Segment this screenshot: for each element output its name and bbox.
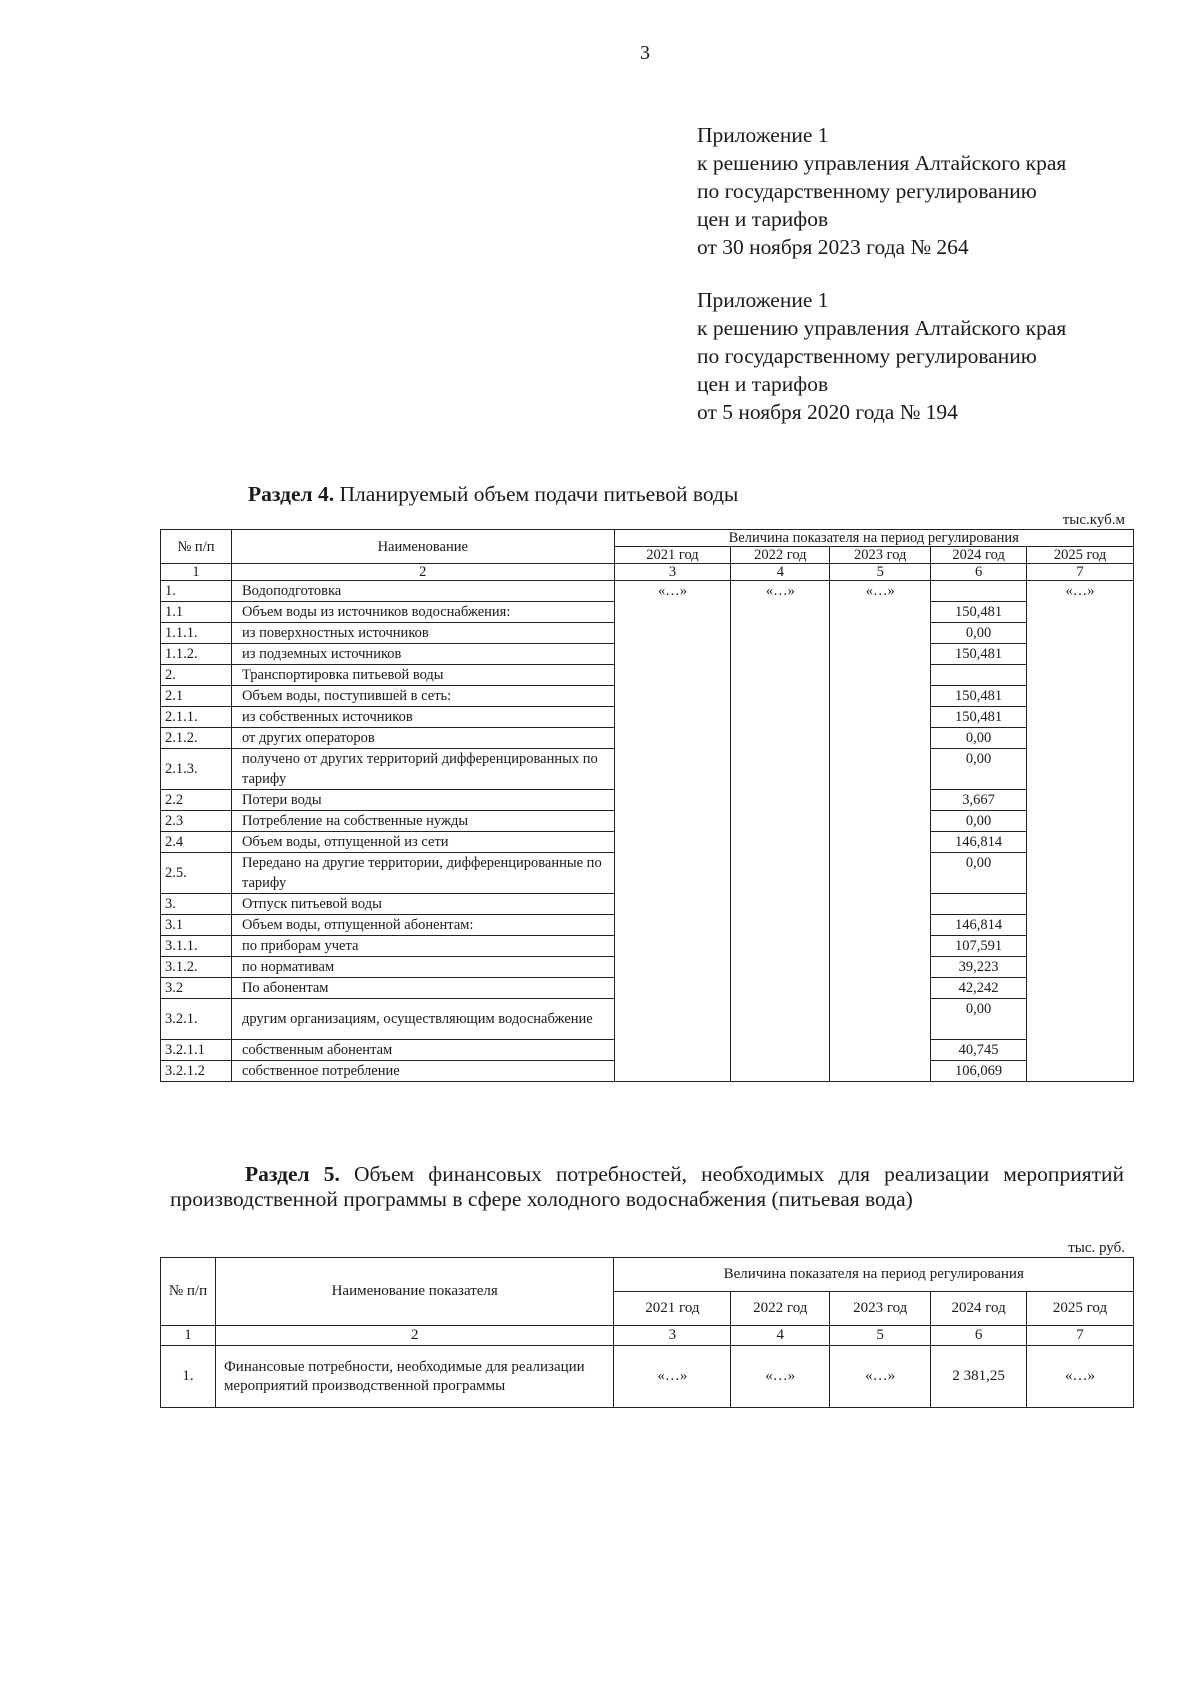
- index-cell: 1: [161, 564, 232, 581]
- row-num: 3.1.2.: [161, 957, 232, 978]
- section4-table-body: [161, 581, 1134, 1082]
- header-year: 2021 год: [614, 1292, 731, 1326]
- index-cell: 6: [931, 564, 1027, 581]
- value-2024: 0,00: [931, 853, 1027, 894]
- row-num: 1.1.1.: [161, 623, 232, 644]
- value-2024: 107,591: [931, 936, 1027, 957]
- value-2024: 0,00: [931, 811, 1027, 832]
- row-num: 3.2.1.2: [161, 1061, 232, 1082]
- row-name: из поверхностных источников: [231, 623, 614, 644]
- header-year: 2025 год: [1027, 1292, 1134, 1326]
- value-2024: 3,667: [931, 790, 1027, 811]
- section4-title-label: Раздел 4.: [248, 482, 335, 506]
- value-2024: 106,069: [931, 1061, 1027, 1082]
- row-num: 2.1.1.: [161, 707, 232, 728]
- section5-title-label: Раздел 5.: [245, 1162, 340, 1186]
- header-year: 2022 год: [731, 547, 830, 564]
- row-name: получено от других территорий дифференцированных по тарифу: [231, 749, 614, 790]
- header-year: 2025 год: [1027, 547, 1134, 564]
- row-name: из подземных источников: [231, 644, 614, 665]
- section5-title: [170, 1162, 1124, 1212]
- header-num: № п/п: [161, 530, 232, 564]
- value-2021: «…»: [614, 581, 731, 1082]
- value-2024: 2 381,25: [931, 1346, 1027, 1408]
- index-cell: 4: [731, 564, 830, 581]
- row-name: Потери воды: [231, 790, 614, 811]
- index-cell: 5: [830, 564, 931, 581]
- row-num: 2.5.: [161, 853, 232, 894]
- index-cell: 3: [614, 1326, 731, 1346]
- table-row: [161, 581, 1134, 602]
- value-2025: «…»: [1027, 581, 1134, 1082]
- index-cell: 3: [614, 564, 731, 581]
- page-number: 3: [640, 42, 650, 64]
- row-name: Объем воды, поступившей в сеть:: [231, 686, 614, 707]
- index-cell: 1: [161, 1326, 216, 1346]
- appendix-line: Приложение 1: [697, 288, 829, 312]
- value-2024: 0,00: [931, 623, 1027, 644]
- header-year: 2024 год: [931, 547, 1027, 564]
- value-2023: «…»: [830, 581, 931, 1082]
- row-name: по нормативам: [231, 957, 614, 978]
- section5-title-text: Объем финансовых потребностей, необходимых для реализации мероприятий производственной программы в сфере холодного водоснабжения (питьевая вода): [170, 1162, 1124, 1211]
- appendix-line: к решению управления Алтайского края: [697, 316, 1067, 340]
- value-2023: «…»: [830, 1346, 931, 1408]
- appendix-line: цен и тарифов: [697, 207, 829, 231]
- header-year: 2024 год: [931, 1292, 1027, 1326]
- row-num: 1.1: [161, 602, 232, 623]
- section4-unit: тыс.куб.м: [1062, 512, 1125, 528]
- row-num: 2.4: [161, 832, 232, 853]
- row-num: 2.2: [161, 790, 232, 811]
- appendix-line: по государственному регулированию: [697, 179, 1037, 203]
- appendix-previous: [697, 286, 1066, 426]
- row-name: из собственных источников: [231, 707, 614, 728]
- appendix-line: от 30 ноября 2023 года № 264: [697, 235, 969, 259]
- row-name: другим организациям, осуществляющим водоснабжение: [231, 999, 614, 1040]
- header-num: № п/п: [161, 1258, 216, 1326]
- row-num: 3.1.1.: [161, 936, 232, 957]
- row-num: 3.1: [161, 915, 232, 936]
- row-num: 3.: [161, 894, 232, 915]
- index-cell: 6: [931, 1326, 1027, 1346]
- value-2021: «…»: [614, 1346, 731, 1408]
- value-2024: 150,481: [931, 644, 1027, 665]
- appendix-line: по государственному регулированию: [697, 344, 1037, 368]
- value-2024: 150,481: [931, 707, 1027, 728]
- value-2024: [931, 894, 1027, 915]
- row-num: 2.1: [161, 686, 232, 707]
- header-year: 2023 год: [830, 1292, 931, 1326]
- row-name: Водоподготовка: [231, 581, 614, 602]
- value-2024: 0,00: [931, 728, 1027, 749]
- index-cell: 2: [231, 564, 614, 581]
- row-num: 3.2.1.1: [161, 1040, 232, 1061]
- appendix-line: от 5 ноября 2020 года № 194: [697, 400, 958, 424]
- index-cell: 7: [1027, 1326, 1134, 1346]
- row-num: 1.: [161, 1346, 216, 1408]
- appendix-current: [697, 121, 1066, 261]
- index-cell: 7: [1027, 564, 1134, 581]
- row-name: Финансовые потребности, необходимые для реализации мероприятий производственной программы: [215, 1346, 614, 1408]
- row-name: собственное потребление: [231, 1061, 614, 1082]
- row-name: Потребление на собственные нужды: [231, 811, 614, 832]
- row-name: По абонентам: [231, 978, 614, 999]
- row-name: Отпуск питьевой воды: [231, 894, 614, 915]
- section4-table: [160, 529, 1134, 1082]
- row-num: 2.3: [161, 811, 232, 832]
- value-2024: 0,00: [931, 749, 1027, 790]
- table-row: [161, 1346, 1134, 1408]
- header-name: Наименование: [231, 530, 614, 564]
- value-2024: 40,745: [931, 1040, 1027, 1061]
- row-num: 1.1.2.: [161, 644, 232, 665]
- value-2024: [931, 581, 1027, 602]
- header-name: Наименование показателя: [215, 1258, 614, 1326]
- header-period: Величина показателя на период регулирования: [614, 1258, 1134, 1292]
- row-name: Объем воды, отпущенной абонентам:: [231, 915, 614, 936]
- row-name: по приборам учета: [231, 936, 614, 957]
- index-cell: 2: [215, 1326, 614, 1346]
- row-name: Передано на другие территории, дифференцированные по тарифу: [231, 853, 614, 894]
- row-num: 2.1.2.: [161, 728, 232, 749]
- value-2025: «…»: [1027, 1346, 1134, 1408]
- appendix-line: к решению управления Алтайского края: [697, 151, 1067, 175]
- value-2024: 39,223: [931, 957, 1027, 978]
- value-2024: 146,814: [931, 915, 1027, 936]
- section4-title-text: Планируемый объем подачи питьевой воды: [334, 482, 739, 506]
- row-num: 2.: [161, 665, 232, 686]
- index-cell: 4: [731, 1326, 830, 1346]
- value-2024: 146,814: [931, 832, 1027, 853]
- appendix-line: Приложение 1: [697, 123, 829, 147]
- row-name: Транспортировка питьевой воды: [231, 665, 614, 686]
- value-2024: 0,00: [931, 999, 1027, 1040]
- value-2022: «…»: [731, 581, 830, 1082]
- value-2024: 150,481: [931, 686, 1027, 707]
- appendix-line: цен и тарифов: [697, 372, 829, 396]
- section5-table: [160, 1257, 1134, 1408]
- value-2024: [931, 665, 1027, 686]
- header-year: 2022 год: [731, 1292, 830, 1326]
- row-name: собственным абонентам: [231, 1040, 614, 1061]
- header-year: 2023 год: [830, 547, 931, 564]
- row-num: 1.: [161, 581, 232, 602]
- value-2024: 42,242: [931, 978, 1027, 999]
- row-name: Объем воды, отпущенной из сети: [231, 832, 614, 853]
- row-name: от других операторов: [231, 728, 614, 749]
- row-num: 3.2: [161, 978, 232, 999]
- index-cell: 5: [830, 1326, 931, 1346]
- value-2024: 150,481: [931, 602, 1027, 623]
- header-year: 2021 год: [614, 547, 731, 564]
- header-period: Величина показателя на период регулирования: [614, 530, 1133, 547]
- row-name: Объем воды из источников водоснабжения:: [231, 602, 614, 623]
- row-num: 2.1.3.: [161, 749, 232, 790]
- section4-title: [248, 482, 738, 507]
- row-num: 3.2.1.: [161, 999, 232, 1040]
- value-2022: «…»: [731, 1346, 830, 1408]
- section5-unit: тыс. руб.: [1068, 1240, 1125, 1256]
